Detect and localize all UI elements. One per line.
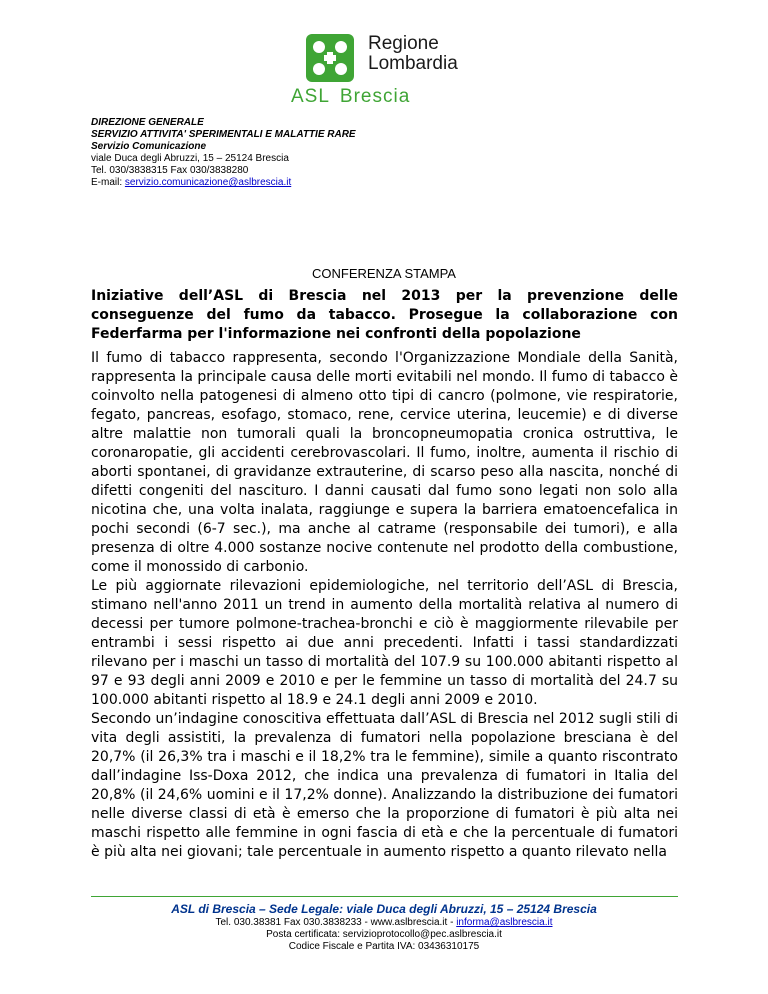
logo-text-lombardia: Lombardia (368, 53, 458, 74)
header-phone: Tel. 030/3838315 Fax 030/3838280 (91, 165, 249, 176)
footer (0, 902, 768, 953)
conference-heading: CONFERENZA STAMPA (312, 266, 456, 281)
regione-lombardia-logo (291, 30, 480, 110)
body-paragraph-1: Il fumo di tabacco rappresenta, secondo l'Organizzazione Mondiale della Sanità, rappresenta la principale causa delle morti evitabili nel mondo. Il fumo di tabacco è coinvolto nella patogenesi di almeno otto tipi di cancro (polmone, vie respiratorie, fegato, pancreas, esofago, stomaco, rene, cervice uterina, leucemie) e di diverse altre malattie non tumorali quali la broncopneumopatia cronica ostruttiva, le coronaropatie, gli accidenti cerebrovascolari. Il fumo, inoltre, aumenta il rischio di aborti spontanei, di gravidanze extrauterine, di scarso peso alla nascita, nonché di difetti congeniti del nascituro. I danni causati dal fumo sono legati non solo alla nicotina che, una volta inalata, raggiunge e supera la barriera ematoencefalica in pochi secondi (6-7 sec.), ma anche al catrame (responsabile dei tumori), e alla presenza di oltre 4.000 sostanze nocive contenute nel prodotto della combustione, come il monossido di carbonio. (91, 350, 678, 575)
logo-text-regione: Regione (368, 33, 439, 54)
press-release-title: Iniziative dell’ASL di Brescia nel 2013 per la prevenzione delle conseguenze del fumo da tabacco. Prosegue la collaborazione con Federfarma per l'informazione nei confronti della popolazione (91, 288, 678, 342)
footer-divider (91, 896, 678, 897)
press-release-body (91, 349, 678, 862)
logo-asl-brescia (291, 86, 410, 108)
header-direction: DIREZIONE GENERALE (91, 117, 204, 128)
header-service: SERVIZIO ATTIVITA' SPERIMENTALI E MALATTIE RARE (91, 129, 356, 140)
header-department: Servizio Comunicazione (91, 141, 207, 152)
footer-email-link[interactable]: informa@aslbrescia.it (456, 917, 553, 928)
footer-pec: Posta certificata: servizioprotocollo@pec.aslbrescia.it (266, 929, 502, 940)
footer-legal-seat: ASL di Brescia – Sede Legale: viale Duca degli Abruzzi, 15 – 25124 Brescia (171, 902, 597, 916)
header-email-link[interactable]: servizio.comunicazione@aslbrescia.it (124, 177, 292, 188)
logo-city-text: Brescia (339, 86, 411, 107)
header-email-label: E-mail: (91, 177, 125, 188)
footer-vat: Codice Fiscale e Partita IVA: 03436310175 (288, 941, 480, 952)
footer-contacts (0, 917, 768, 929)
letterhead (91, 117, 356, 189)
regione-lombardia-emblem-icon (306, 34, 354, 82)
body-paragraph-3: Secondo un’indagine conoscitiva effettuata dall’ASL di Brescia nel 2012 sugli stili di vita degli assistiti, la prevalenza di fumatori nella popolazione bresciana è del 20,7% (il 26,3% tra i maschi e il 18,2% tra le femmine), simile a quanto riscontrato dall’indagine Iss-Doxa 2012, che indica una prevalenza di fumatori in Italia del 20,8% (il 24,6% uomini e il 17,2% donne). Analizzando la distribuzione dei fumatori nelle diverse classi di età è emerso che la proporzione di fumatori è più alta nei maschi rispetto alle femmine in ogni fascia di età e che la percentuale di fumatori è più alta nei giovani; tale percentuale in aumento rispetto a quanto rilevato nella (91, 711, 678, 860)
footer-phone-web: Tel. 030.38381 Fax 030.3838233 - www.aslbrescia.it - (215, 917, 457, 928)
logo-asl-text: ASL (291, 86, 330, 107)
header-address: viale Duca degli Abruzzi, 15 – 25124 Brescia (91, 153, 289, 164)
body-paragraph-2: Le più aggiornate rilevazioni epidemiologiche, nel territorio dell’ASL di Brescia, stimano nell'anno 2011 un trend in aumento della mortalità relativa al numero di decessi per tumore polmone-trachea-bronchi e ciò è maggiormente rilevabile per entrambi i sessi rispetto ai due anni precedenti. Infatti i tassi standardizzati rilevano per i maschi un tasso di mortalità del 107.9 su 100.000 abitanti rispetto al 97 e 93 degli anni 2009 e 2010 e per le femmine un tasso di mortalità del 24.7 su 100.000 abitanti rispetto al 18.9 e 24.1 degli anni 2009 e 2010. (91, 578, 678, 708)
header-email-line (91, 177, 356, 189)
